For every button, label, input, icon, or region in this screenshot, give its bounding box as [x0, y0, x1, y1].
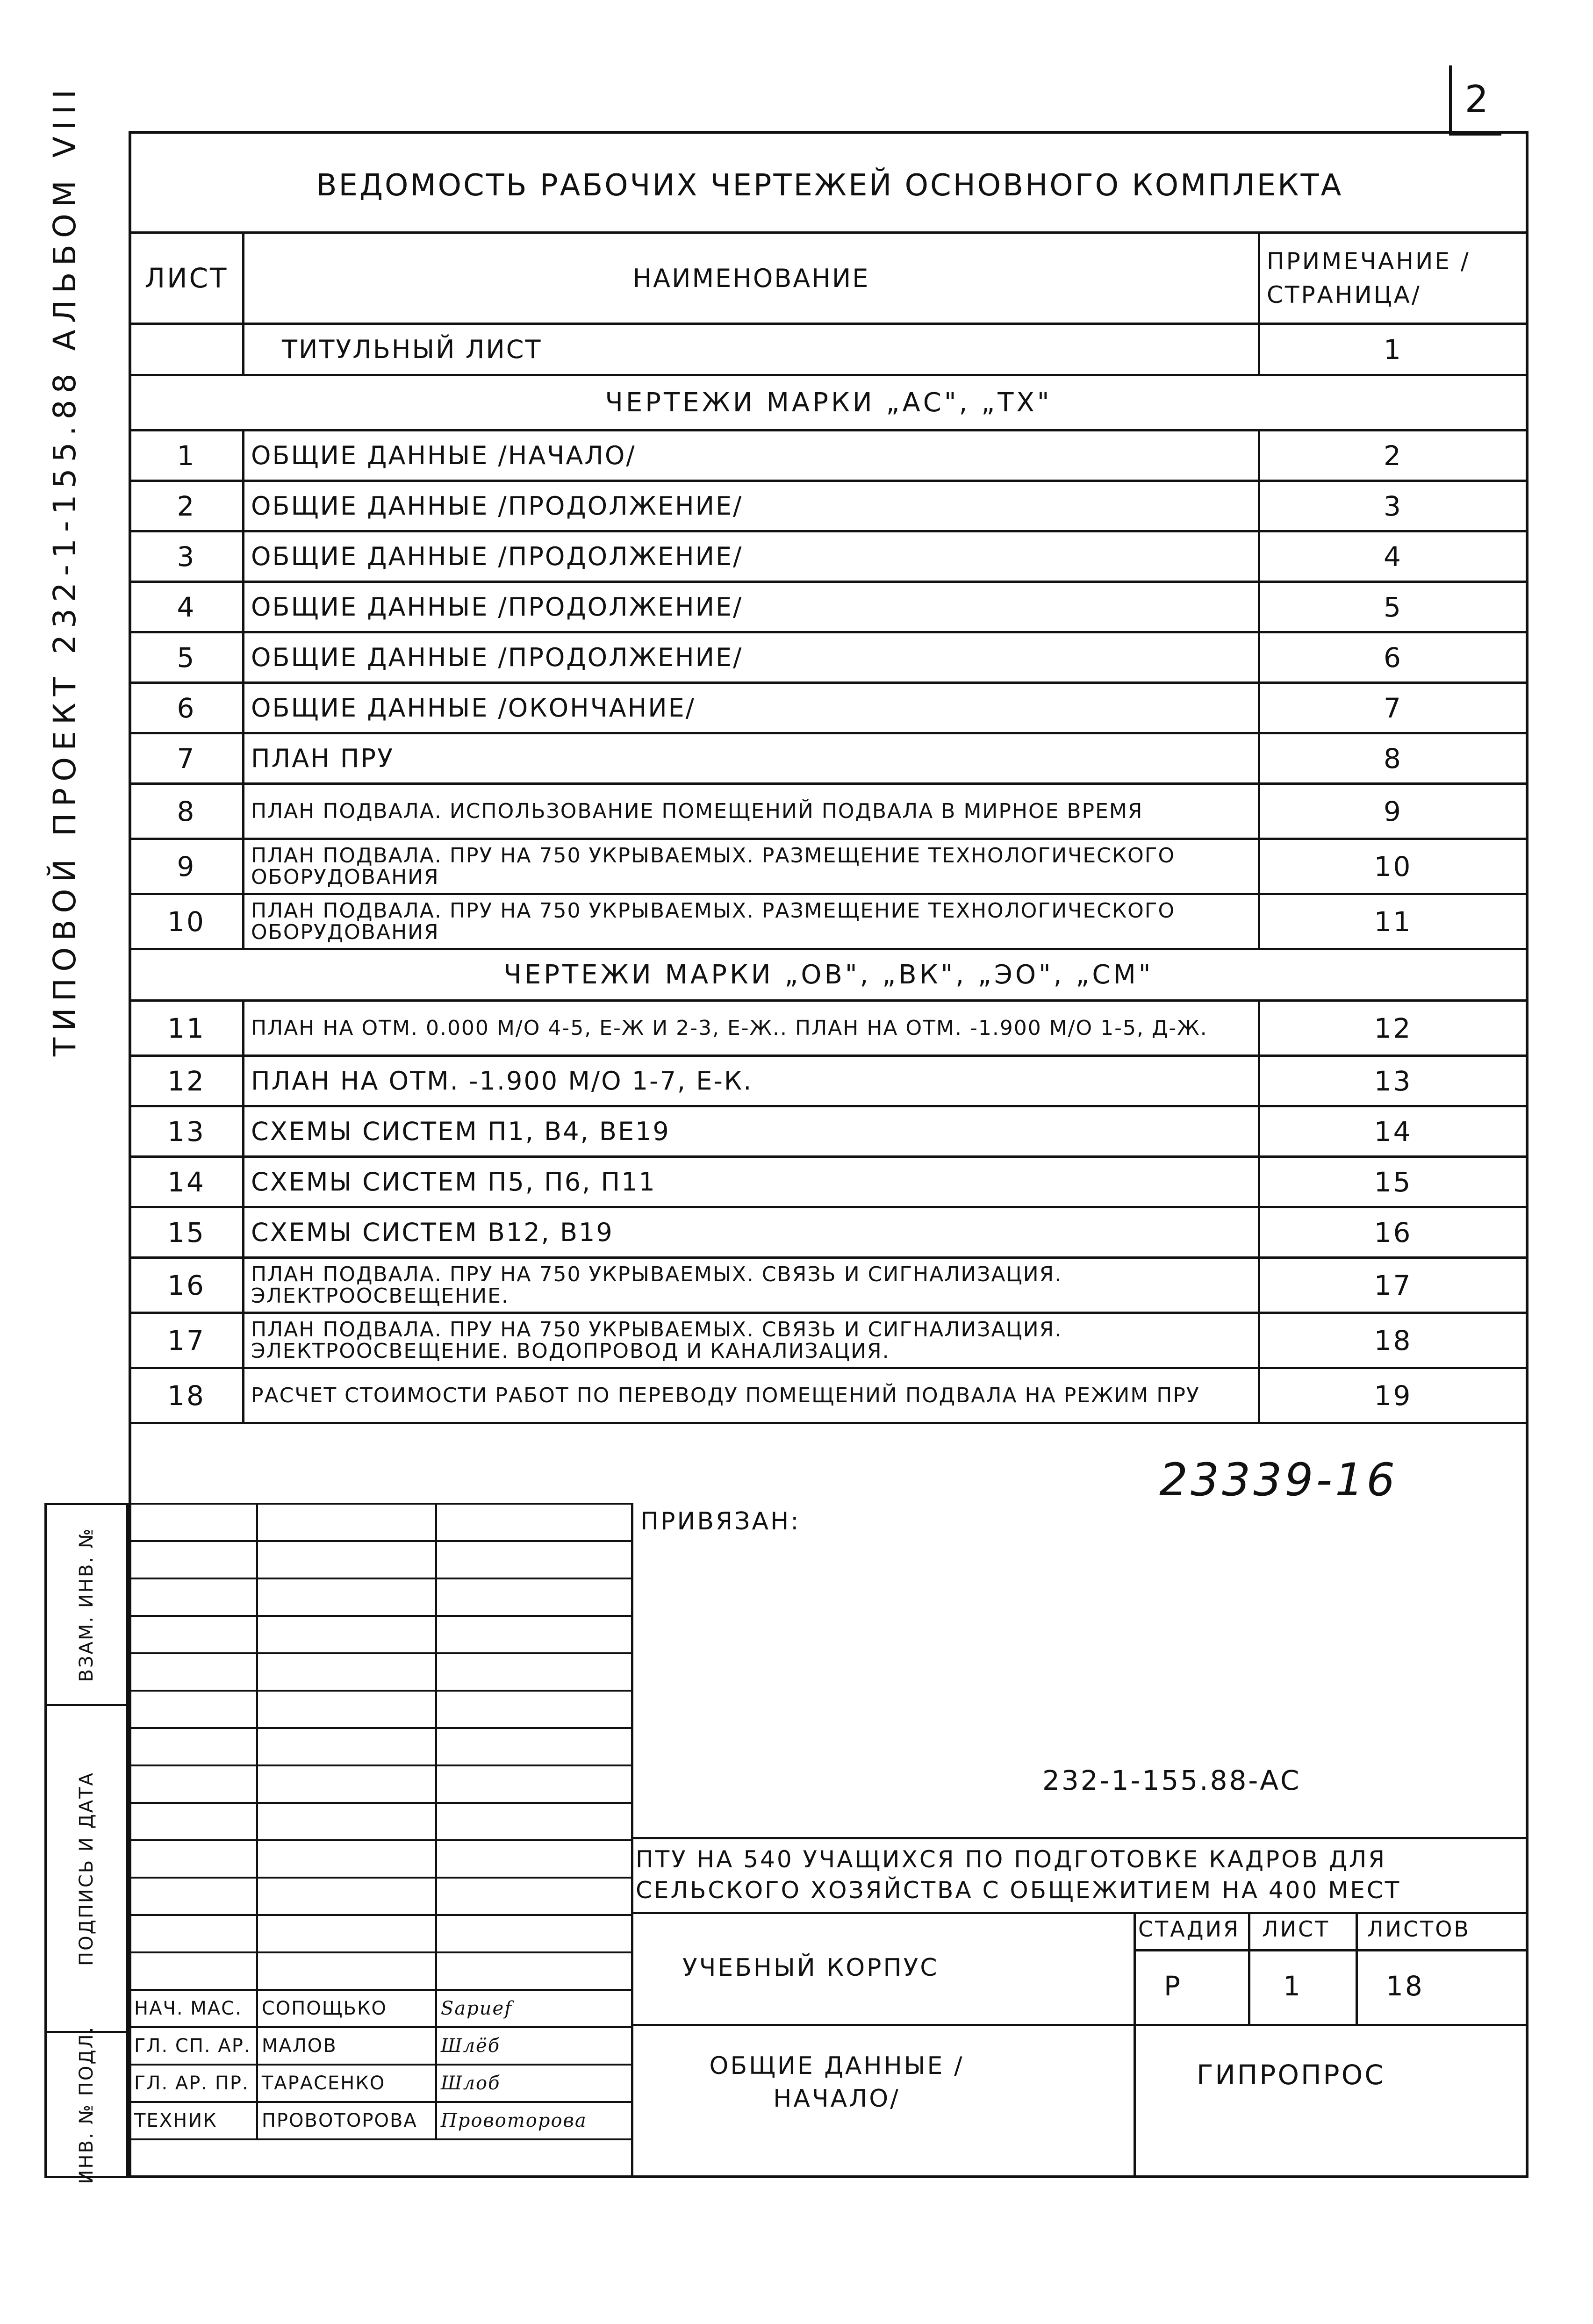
- drawing-title: ОБЩИЕ ДАННЫЕ /НАЧАЛО/: [709, 2052, 964, 2113]
- sheet-number-box: [1449, 65, 1501, 136]
- staff-role: ГЛ. СП. АР.: [129, 2027, 257, 2065]
- row-page: 12: [1259, 1001, 1528, 1056]
- revision-row: [129, 1616, 632, 1653]
- staff-row: [129, 2027, 632, 2065]
- revision-row: [129, 1578, 632, 1616]
- row-sheet-no: 13: [130, 1106, 244, 1157]
- sheets-value: 18: [1386, 1970, 1424, 2002]
- staff-row: [129, 2065, 632, 2102]
- row-name: ОБЩИЕ ДАННЫЕ /ПРОДОЛЖЕНИЕ/: [244, 582, 1259, 632]
- row-sheet-no: 5: [130, 632, 244, 683]
- row-sheet-no: 6: [130, 683, 244, 733]
- row-name: ПЛАН ПОДВАЛА. ПРУ НА 750 УКРЫВАЕМЫХ. СВЯЗЬ И СИГНАЛИЗАЦИЯ. ЭЛЕКТРООСВЕЩЕНИЕ. ВОДОПРОВОД И КАНАЛИЗАЦИЯ.: [244, 1313, 1259, 1368]
- page-title: ВЕДОМОСТЬ РАБОЧИХ ЧЕРТЕЖЕЙ ОСНОВНОГО КОМПЛЕКТА: [316, 168, 1343, 203]
- stage-value: Р: [1164, 1970, 1182, 2002]
- project-description: ПТУ НА 540 УЧАЩИХСЯ ПО ПОДГОТОВКЕ КАДРОВ ДЛЯ СЕЛЬСКОГО ХОЗЯЙСТВА С ОБЩЕЖИТИЕМ НА 400 МЕСТ: [636, 1846, 1401, 1904]
- title-sheet-name: ТИТУЛЬНЫЙ ЛИСТ: [244, 324, 1259, 375]
- strip-cell-inv-orig: [47, 2025, 126, 2184]
- row-page: 3: [1259, 481, 1528, 531]
- table-row: [130, 894, 1528, 949]
- row-page: 16: [1259, 1207, 1528, 1258]
- section-2-label: ЧЕРТЕЖИ МАРКИ „ОВ", „ВК", „ЭО", „СМ": [130, 949, 1528, 1001]
- table-header-row: [130, 233, 1528, 324]
- revision-row: [129, 1952, 632, 1990]
- row-name: РАСЧЕТ СТОИМОСТИ РАБОТ ПО ПЕРЕВОДУ ПОМЕЩЕНИЙ ПОДВАЛА НА РЕЖИМ ПРУ: [244, 1368, 1259, 1423]
- strip-cell-sign-date: [47, 1706, 126, 2033]
- organization-name: ГИПРОПРОС: [1197, 2059, 1385, 2091]
- table-row: [130, 582, 1528, 632]
- table-row: [130, 1258, 1528, 1313]
- staff-role: НАЧ. МАС.: [129, 1990, 257, 2027]
- row-page: 15: [1259, 1157, 1528, 1207]
- row-sheet-no: 1: [130, 430, 244, 481]
- table-row: [130, 733, 1528, 784]
- row-name: ПЛАН ПОДВАЛА. ПРУ НА 750 УКРЫВАЕМЫХ. СВЯЗЬ И СИГНАЛИЗАЦИЯ. ЭЛЕКТРООСВЕЩЕНИЕ.: [244, 1258, 1259, 1313]
- section-1-rows: [130, 430, 1528, 949]
- tb-vline-sheets: [1356, 1912, 1358, 2024]
- row-sheet-no: 17: [130, 1313, 244, 1368]
- row-name: ПЛАН ПОДВАЛА. ИСПОЛЬЗОВАНИЕ ПОМЕЩЕНИЙ ПОДВАЛА В МИРНОЕ ВРЕМЯ: [244, 784, 1259, 839]
- row-name: ПЛАН НА ОТМ. 0.000 М/О 4-5, Е-Ж И 2-3, Е-Ж.. ПЛАН НА ОТМ. -1.900 М/О 1-5, Д-Ж.: [244, 1001, 1259, 1056]
- row-name: ОБЩИЕ ДАННЫЕ /ПРОДОЛЖЕНИЕ/: [244, 481, 1259, 531]
- row-page: 18: [1259, 1313, 1528, 1368]
- row-sheet-no: 16: [130, 1258, 244, 1313]
- tb-line-3: [1134, 1949, 1528, 1951]
- strip-cell-inv-sub: [47, 1505, 126, 1706]
- side-label-container: [28, 83, 98, 1056]
- table-row: [130, 1056, 1528, 1106]
- row-name: СХЕМЫ СИСТЕМ П5, П6, П11: [244, 1157, 1259, 1207]
- table-row: [130, 1368, 1528, 1423]
- revision-row: [129, 1653, 632, 1691]
- project-code: 232-1-155.88-АС: [1042, 1765, 1301, 1796]
- row-name: ОБЩИЕ ДАННЫЕ /ПРОДОЛЖЕНИЕ/: [244, 632, 1259, 683]
- row-name: ОБЩИЕ ДАННЫЕ /ПРОДОЛЖЕНИЕ/: [244, 531, 1259, 582]
- row-sheet-no: 12: [130, 1056, 244, 1106]
- table-row: [130, 784, 1528, 839]
- stamp-strip: [44, 1503, 129, 2184]
- tb-vline-sheet: [1248, 1912, 1250, 2024]
- row-page: 6: [1259, 632, 1528, 683]
- row-sheet-no: 18: [130, 1368, 244, 1423]
- col-sheet-header: ЛИСТ: [130, 233, 244, 324]
- row-page: 5: [1259, 582, 1528, 632]
- row-name: ОБЩИЕ ДАННЫЕ /НАЧАЛО/: [244, 430, 1259, 481]
- strip-sign-date-label: ПОДПИСЬ И ДАТА: [76, 1771, 97, 1966]
- staff-signature: Шлёб: [436, 2027, 632, 2065]
- section-1-label: ЧЕРТЕЖИ МАРКИ „АС", „ТХ": [130, 375, 1528, 430]
- staff-row: [129, 2102, 632, 2139]
- col-note-header: ПРИМЕЧАНИЕ /СТРАНИЦА/: [1259, 233, 1528, 324]
- row-page: 2: [1259, 430, 1528, 481]
- row-name: ПЛАН НА ОТМ. -1.900 М/О 1-7, Е-К.: [244, 1056, 1259, 1106]
- revision-grid: [129, 1503, 633, 2140]
- row-name: СХЕМЫ СИСТЕМ П1, В4, ВЕ19: [244, 1106, 1259, 1157]
- table-row: [130, 839, 1528, 894]
- row-sheet-no: 7: [130, 733, 244, 784]
- row-sheet-no: 8: [130, 784, 244, 839]
- row-page: 7: [1259, 683, 1528, 733]
- revision-row: [129, 1691, 632, 1728]
- staff-role: ГЛ. АР. ПР.: [129, 2065, 257, 2102]
- row-name: ПЛАН ПРУ: [244, 733, 1259, 784]
- title-sheet-page: 1: [1259, 324, 1528, 375]
- revision-row: [129, 1878, 632, 1915]
- table-row: [130, 1157, 1528, 1207]
- row-page: 4: [1259, 531, 1528, 582]
- revision-row: [129, 1504, 632, 1541]
- revision-row: [129, 1541, 632, 1578]
- sheet-number: 2: [1464, 77, 1489, 121]
- drawings-table: [129, 231, 1528, 1424]
- staff-name: ПРОВОТОРОВА: [257, 2102, 436, 2139]
- revision-row: [129, 1840, 632, 1878]
- tb-line-2: [631, 1912, 1528, 1914]
- title-sheet-row: [130, 324, 1528, 375]
- table-row: [130, 531, 1528, 582]
- row-sheet-no: 14: [130, 1157, 244, 1207]
- row-page: 14: [1259, 1106, 1528, 1157]
- staff-signature: Шлоб: [436, 2065, 632, 2102]
- staff-row: [129, 1990, 632, 2027]
- row-name: ПЛАН ПОДВАЛА. ПРУ НА 750 УКРЫВАЕМЫХ. РАЗМЕЩЕНИЕ ТЕХНОЛОГИЧЕСКОГО ОБОРУДОВАНИЯ: [244, 894, 1259, 949]
- section-header-2: [130, 949, 1528, 1001]
- sheet-value: 1: [1283, 1970, 1302, 2002]
- strip-inv-orig-label: ИНВ. № ПОДЛ.: [76, 2025, 97, 2184]
- row-page: 11: [1259, 894, 1528, 949]
- table-row: [130, 1001, 1528, 1056]
- row-sheet-no: 4: [130, 582, 244, 632]
- row-sheet-no: 9: [130, 839, 244, 894]
- row-name: СХЕМЫ СИСТЕМ В12, В19: [244, 1207, 1259, 1258]
- staff-signature: Sapuef: [436, 1990, 632, 2027]
- table-row: [130, 1313, 1528, 1368]
- row-page: 19: [1259, 1368, 1528, 1423]
- revision-row: [129, 1803, 632, 1840]
- row-page: 10: [1259, 839, 1528, 894]
- row-sheet-no: 15: [130, 1207, 244, 1258]
- staff-name: СОПОЩЬКО: [257, 1990, 436, 2027]
- table-row: [130, 632, 1528, 683]
- row-sheet-no: 11: [130, 1001, 244, 1056]
- tb-line-1: [631, 1837, 1528, 1839]
- staff-name: ТАРАСЕНКО: [257, 2065, 436, 2102]
- row-sheet-no: 3: [130, 531, 244, 582]
- table-row: [130, 430, 1528, 481]
- bound-label: ПРИВЯЗАН:: [640, 1507, 801, 1535]
- row-name: ОБЩИЕ ДАННЫЕ /ОКОНЧАНИЕ/: [244, 683, 1259, 733]
- strip-inv-sub-label: ВЗАМ. ИНВ. №: [76, 1527, 97, 1682]
- tb-line-4: [631, 2024, 1528, 2026]
- tb-vline-stage: [1134, 1912, 1136, 2178]
- row-page: 13: [1259, 1056, 1528, 1106]
- row-name: ПЛАН ПОДВАЛА. ПРУ НА 750 УКРЫВАЕМЫХ. РАЗМЕЩЕНИЕ ТЕХНОЛОГИЧЕСКОГО ОБОРУДОВАНИЯ: [244, 839, 1259, 894]
- side-label: ТИПОВОЙ ПРОЕКТ 232-1-155.88 АЛЬБОМ VIII: [47, 83, 83, 1056]
- row-sheet-no: 2: [130, 481, 244, 531]
- staff-role: ТЕХНИК: [129, 2102, 257, 2139]
- table-row: [130, 683, 1528, 733]
- stage-label: СТАДИЯ: [1138, 1916, 1240, 1942]
- revision-row: [129, 1728, 632, 1765]
- tb-divider-main: [631, 1503, 633, 2178]
- sheet-label: ЛИСТ: [1262, 1916, 1330, 1942]
- section-header-1: [130, 375, 1528, 430]
- staff-name: МАЛОВ: [257, 2027, 436, 2065]
- table-row: [130, 1106, 1528, 1157]
- table-row: [130, 1207, 1528, 1258]
- building-name: УЧЕБНЫЙ КОРПУС: [682, 1954, 939, 1982]
- section-2-rows: [130, 1001, 1528, 1423]
- revision-row: [129, 1765, 632, 1803]
- sheets-label: ЛИСТОВ: [1367, 1916, 1471, 1942]
- staff-signature: Провоторова: [436, 2102, 632, 2139]
- row-page: 9: [1259, 784, 1528, 839]
- row-sheet-no: 10: [130, 894, 244, 949]
- row-page: 17: [1259, 1258, 1528, 1313]
- col-name-header: НАИМЕНОВАНИЕ: [244, 233, 1259, 324]
- table-row: [130, 481, 1528, 531]
- revision-row: [129, 1915, 632, 1952]
- document-number: 23339-16: [1159, 1454, 1398, 1506]
- row-page: 8: [1259, 733, 1528, 784]
